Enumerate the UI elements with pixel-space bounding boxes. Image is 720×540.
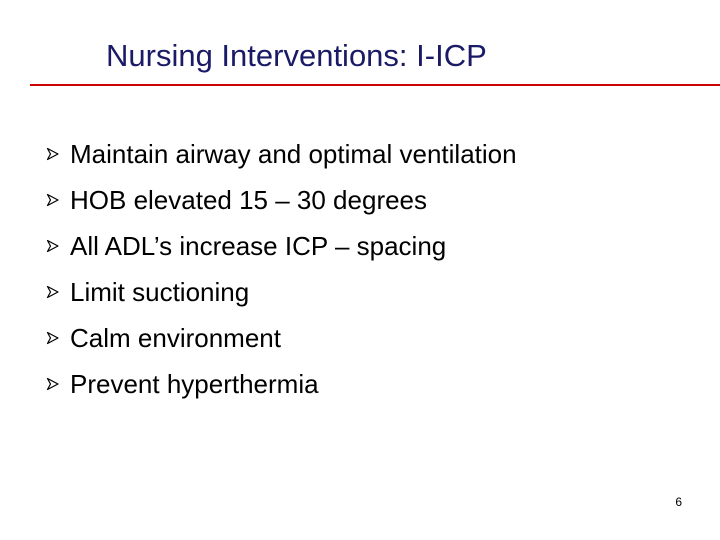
list-item [44,177,517,223]
bullet-text: HOB elevated 15 – 30 degrees [70,185,428,215]
arrow-bullet-icon [44,269,70,315]
list-item [44,131,517,177]
arrow-bullet-icon [44,131,70,177]
list-item [44,269,517,315]
title-divider [30,84,720,86]
slide-title: Nursing Interventions: I-ICP [106,38,487,73]
page-number: 6 [675,495,682,509]
bullet-text: Limit suctioning [70,277,250,307]
arrow-bullet-icon [44,223,70,269]
bullet-text: All ADL’s increase ICP – spacing [70,231,447,261]
bullet-list [44,131,517,407]
list-item [44,223,517,269]
arrow-bullet-icon [44,177,70,223]
bullet-text: Calm environment [70,323,281,353]
arrow-bullet-icon [44,315,70,361]
arrow-bullet-icon [44,361,70,407]
list-item [44,315,517,361]
bullet-text: Maintain airway and optimal ventilation [70,139,517,169]
list-item [44,361,517,407]
bullet-text: Prevent hyperthermia [70,369,319,399]
